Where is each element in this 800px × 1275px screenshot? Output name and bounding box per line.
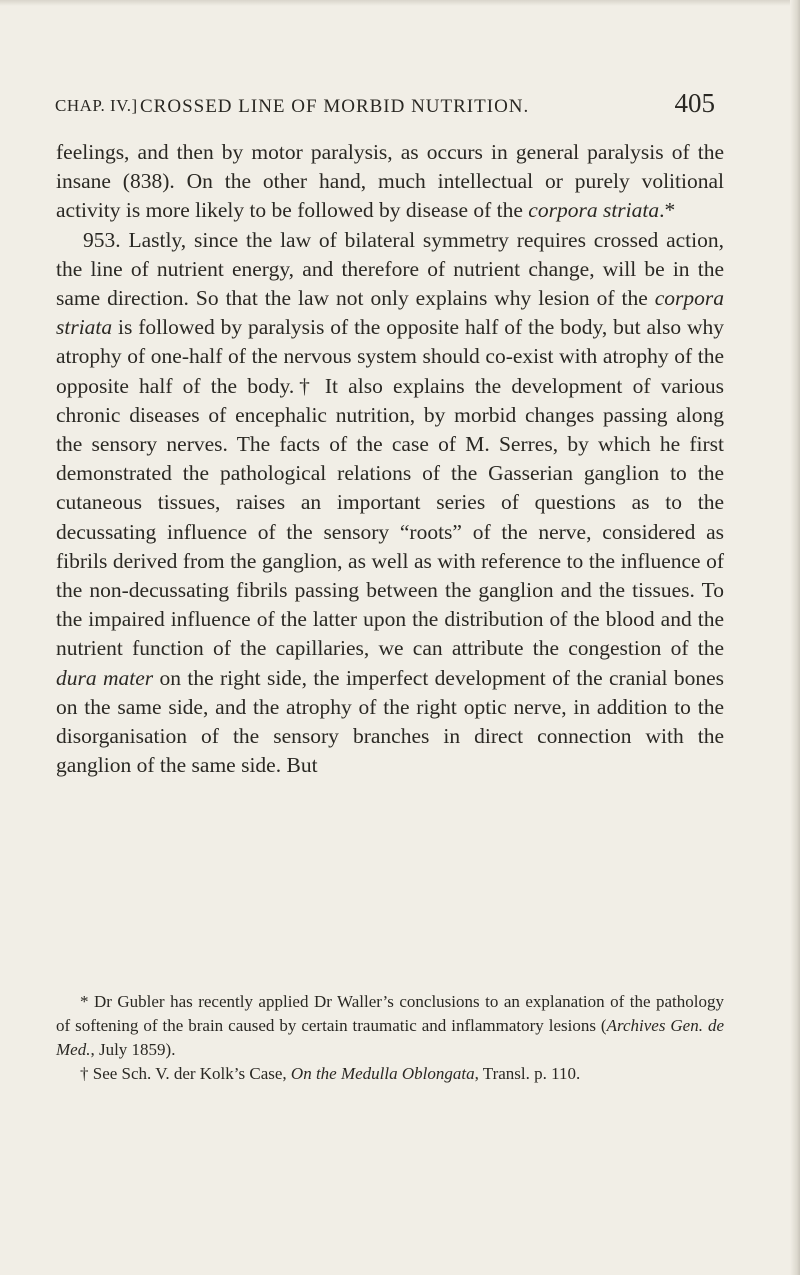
footnote [56,1062,724,1086]
main-text [56,138,724,780]
running-head [55,88,715,128]
italic-citation: On the Medulla Oblongata [290,1064,475,1083]
footnotes [56,990,724,1086]
text-run: , July 1859). [90,1040,176,1059]
page-number: 405 [674,88,715,118]
text-run: .* [659,198,676,223]
italic-term: corpora striata [56,286,724,340]
italic-term: corpora striata [528,198,660,223]
italic-citation: Archives Gen. de Med. [56,1016,724,1059]
text-run: * Dr Gubler has recently applied Dr Waller’s conclusions to an explanation of the pathology of softening of the brain caused by certain traumatic and inflammatory lesions ( [56,992,724,1035]
paragraph [56,226,724,781]
running-title: CROSSED LINE OF MORBID NUTRITION. [140,96,530,117]
text-run: is followed by paralysis of the opposite half of the body, but also why atrophy of one-half of the nervous system should co-exist with atrophy of the opposite half of the body.† It also explains the development of various chronic diseases of encephalic nutrition, by morbid changes passing along the sensory nerves. The facts of the case of M. Serres, by which he first demonstrated the pathological relations of the Gasserian ganglion to the cutaneous tissues, raises an important series of questions as to the decussating influence of the sensory “roots” of the nerve, considered as fibrils derived from the ganglion, as well as with reference to the influence of the non-decussating fibrils passing between the ganglion and the tissues. To the impaired influence of the latter upon the distribution of the blood and the nutrient function of the capillaries, we can attribute the congestion of the [56,315,724,661]
text-run: , Transl. p. 110. [474,1064,581,1083]
paragraph [56,138,724,226]
chapter-label: CHAP. IV.] [55,96,138,115]
text-run: on the right side, the imperfect development of the cranial bones on the same side, and the atrophy of the right optic nerve, in addition to the disorganisation of the sensory branches in direct connection with the ganglion of the same side. But [56,665,724,778]
page-top-edge [0,0,800,6]
text-run: feelings, and then by motor paralysis, as occurs in general paralysis of the insane (838). On the other hand, much intellectual or purely volitional activity is more likely to be followed by disease of the [56,140,724,223]
footnote [56,990,724,1062]
text-run: † See Sch. V. der Kolk’s Case, [80,1064,291,1083]
page-right-edge [790,0,800,1275]
text-run: 953. Lastly, since the law of bilateral symmetry requires crossed action, the line of nutrient energy, and therefore of nutrient change, will be in the same direction. So that the law not only explains why lesion of the [56,227,724,311]
italic-term: dura mater [56,665,154,690]
